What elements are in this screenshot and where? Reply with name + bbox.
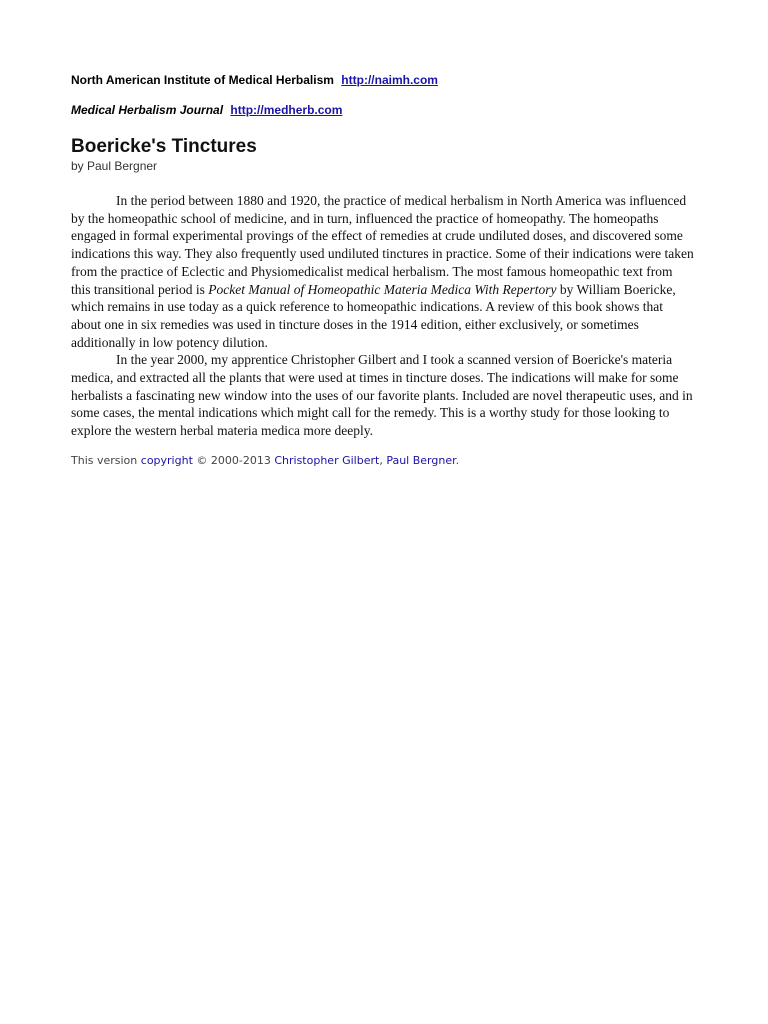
institute-header [71, 72, 695, 88]
institute-link[interactable]: http://naimh.com [341, 73, 438, 87]
article-paragraph-2: In the year 2000, my apprentice Christopher Gilbert and I took a scanned version of Boericke's materia medica, and extracted all the plants that were used at times in tincture doses. The indications will make for some herbalists a fascinating new window into the uses of our favorite plants. Included are novel therapeutic uses, and in some cases, the mental indications which might call for the remedy. This is a worthy study for those looking to explore the western herbal materia medica more deeply. [71, 352, 693, 439]
footer-separator: , [379, 453, 387, 467]
paragraph-1-text-b: by William Boericke, which remains in use today as a quick reference to homeopathic indications. A review of this book shows that about one in six remedies was used in tincture doses in the 1914 edition, either exclusively, or sometimes additionally in low potency dilution. [71, 281, 676, 350]
document-page [71, 72, 695, 469]
journal-link[interactable]: http://medherb.com [230, 103, 343, 117]
institute-name: North American Institute of Medical Herbalism [71, 73, 334, 87]
copyright-link[interactable]: copyright [140, 453, 193, 467]
footer-years: © 2000-2013 [192, 453, 275, 467]
footer-prefix: This version [71, 453, 141, 467]
journal-header [71, 102, 695, 118]
author-link-paul-bergner[interactable]: Paul Bergner [386, 453, 456, 467]
journal-name: Medical Herbalism Journal [71, 103, 224, 117]
article-paragraph-1 [71, 192, 695, 351]
copyright-footer [71, 453, 695, 469]
paragraph-1-text-a: In the period between 1880 and 1920, the practice of medical herbalism in North America was influenced by the homeopathic school of medicine, and in turn, influenced the practice of homeopathy. The homeopaths engaged in formal experimental provings of the effect of remedies at crude undiluted doses, and discovered some indications this way. They also frequently used undiluted tinctures in practice. Some of their indications were taken from the practice of Eclectic and Physiomedicalist medical herbalism. The most famous homeopathic text from this transitional period is [71, 193, 694, 297]
article-title: Boericke's Tinctures [71, 136, 257, 157]
footer-suffix: . [455, 453, 460, 467]
author-link-christopher-gilbert[interactable]: Christopher Gilbert [274, 453, 380, 467]
book-title: Pocket Manual of Homeopathic Materia Medica With Repertory [208, 281, 557, 297]
article-body [71, 192, 695, 440]
article-byline: by Paul Bergner [71, 159, 158, 173]
